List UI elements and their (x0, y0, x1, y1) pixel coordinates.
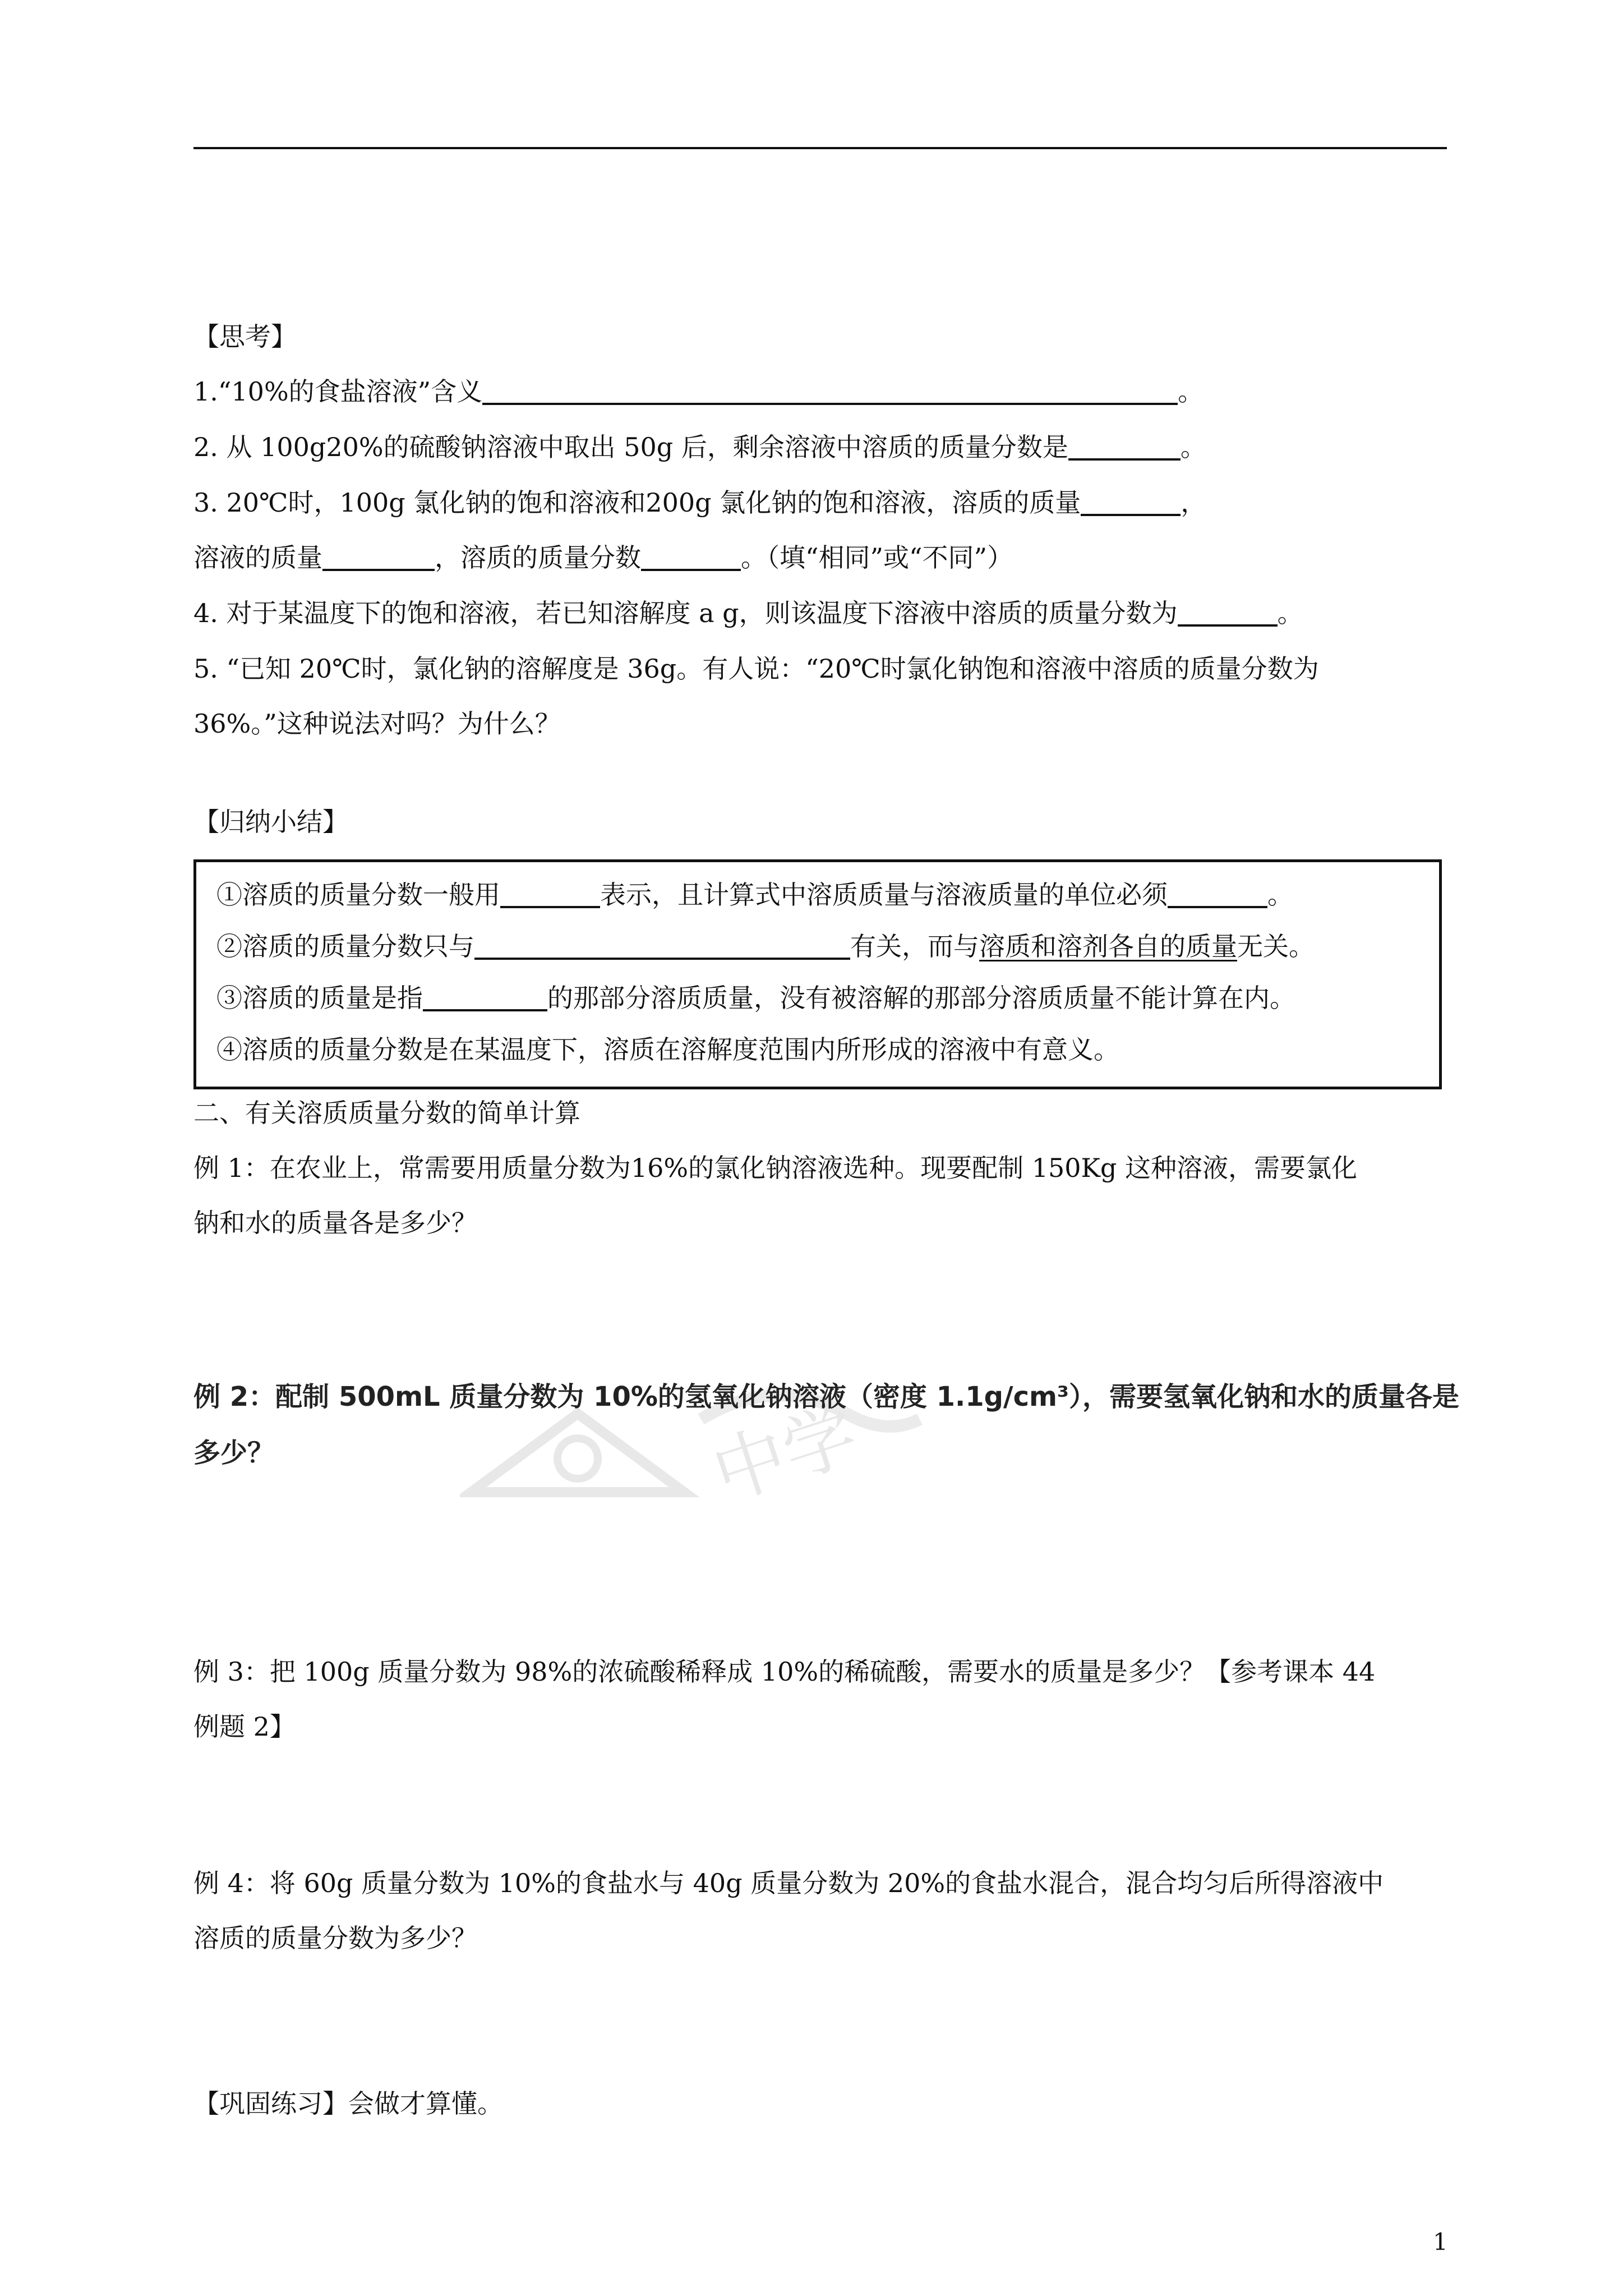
answer-blank[interactable] (1178, 599, 1278, 627)
example-2-line-2: 多少？ (193, 1437, 275, 1469)
summary-heading: 【归纳小结】 (193, 807, 348, 837)
answer-blank[interactable] (474, 932, 850, 960)
answer-blank[interactable] (500, 880, 600, 908)
example-3-line-1: 例 3：把 100g 质量分数为 98%的浓硫酸稀释成 10%的稀硫酸，需要水的质量是多少？【参考课本 44 (193, 1657, 1376, 1687)
summary-item-1-part-2: 表示，且计算式中溶质质量与溶液质量的单位必须 (600, 880, 1168, 910)
question-4 (193, 596, 1303, 630)
summary-item-2-part-4: 无关。 (1237, 931, 1315, 961)
answer-blank[interactable] (482, 377, 1178, 405)
question-5-line-2: 36%。”这种说法对吗？为什么？ (193, 708, 561, 739)
watermark-logo (460, 1352, 942, 1520)
summary-item-4: ④溶质的质量分数是在某温度下，溶质在溶解度范围内所形成的溶液中有意义。 (216, 1034, 1119, 1065)
question-2-end: 。 (1180, 432, 1206, 462)
section-heading: 二、有关溶质质量分数的简单计算 (193, 1098, 580, 1128)
question-3-part-1: 溶液的质量 (193, 542, 322, 573)
example-1-line-1: 例 1：在农业上，常需要用质量分数为16%的氯化钠溶液选种。现要配制 150Kg 这种溶液，需要氯化 (193, 1153, 1357, 1183)
example-1-line-2: 钠和水的质量各是多少？ (193, 1208, 477, 1238)
page-number: 1 (1433, 2228, 1448, 2256)
summary-item-2-underlined: 溶质和溶剂各自的质量 (979, 931, 1237, 961)
summary-item-3-part-1: ③溶质的质量是指 (216, 983, 423, 1013)
question-4-end: 。 (1277, 598, 1303, 628)
question-3-line-2 (193, 541, 1013, 574)
summary-item-3 (216, 981, 1295, 1015)
question-1-text: 1.“10%的食盐溶液”含义 (193, 376, 483, 407)
answer-blank[interactable] (1068, 432, 1181, 461)
question-1 (193, 375, 1204, 408)
example-3-line-2: 例题 2】 (193, 1711, 296, 1742)
question-3-line-1 (193, 486, 1206, 519)
answer-blank[interactable] (423, 983, 547, 1011)
answer-blank[interactable] (1168, 880, 1267, 908)
think-heading: 【思考】 (193, 321, 297, 352)
summary-item-2 (216, 930, 1315, 963)
example-4-line-1: 例 4：将 60g 质量分数为 10%的食盐水与 40g 质量分数为 20%的食盐水混合，混合均匀后所得溶液中 (193, 1868, 1384, 1898)
summary-item-1-part-3: 。 (1267, 880, 1293, 910)
question-4-text: 4. 对于某温度下的饱和溶液，若已知溶解度 a g，则该温度下溶液中溶质的质量分数为 (193, 598, 1178, 628)
question-3-text: 3. 20℃时，100g 氯化钠的饱和溶液和200g 氯化钠的饱和溶液，溶质的质量 (193, 487, 1081, 518)
question-3-part-2: ，溶质的质量分数 (435, 542, 641, 573)
header-rule (193, 147, 1447, 149)
practice-heading: 【巩固练习】会做才算懂。 (193, 2088, 503, 2119)
question-3-part-3: 。（填“相同”或“不同”） (741, 542, 1013, 573)
summary-item-1-part-1: ①溶质的质量分数一般用 (216, 880, 500, 910)
question-2-text: 2. 从 100g20%的硫酸钠溶液中取出 50g 后，剩余溶液中溶质的质量分数是 (193, 432, 1068, 462)
answer-blank[interactable] (1081, 488, 1181, 516)
summary-item-2-part-1: ②溶质的质量分数只与 (216, 931, 474, 961)
question-5-line-1: 5. “已知 20℃时，氯化钠的溶解度是 36g。有人说：“20℃时氯化钠饱和溶液中溶质的质量分数为 (193, 654, 1319, 684)
question-3-punct: ， (1181, 487, 1207, 518)
answer-blank[interactable] (322, 543, 435, 571)
summary-item-1 (216, 878, 1293, 912)
summary-item-3-part-2: 的那部分溶质质量，没有被溶解的那部分溶质质量不能计算在内。 (547, 983, 1295, 1013)
question-2 (193, 430, 1206, 464)
example-2-line-1: 例 2：配制 500mL 质量分数为 10%的氢氧化钠溶液（密度 1.1g/cm³），需要氢氧化钠和水的质量各是 (193, 1381, 1460, 1412)
watermark-circle-shape (557, 1438, 598, 1479)
summary-box (193, 859, 1442, 1089)
summary-item-2-part-2: 有关，而与 (850, 931, 979, 961)
answer-blank[interactable] (641, 543, 741, 571)
example-4-line-2: 溶质的质量分数为多少？ (193, 1923, 477, 1953)
watermark-text: 中学 (702, 1391, 868, 1517)
question-1-end: 。 (1178, 376, 1204, 407)
